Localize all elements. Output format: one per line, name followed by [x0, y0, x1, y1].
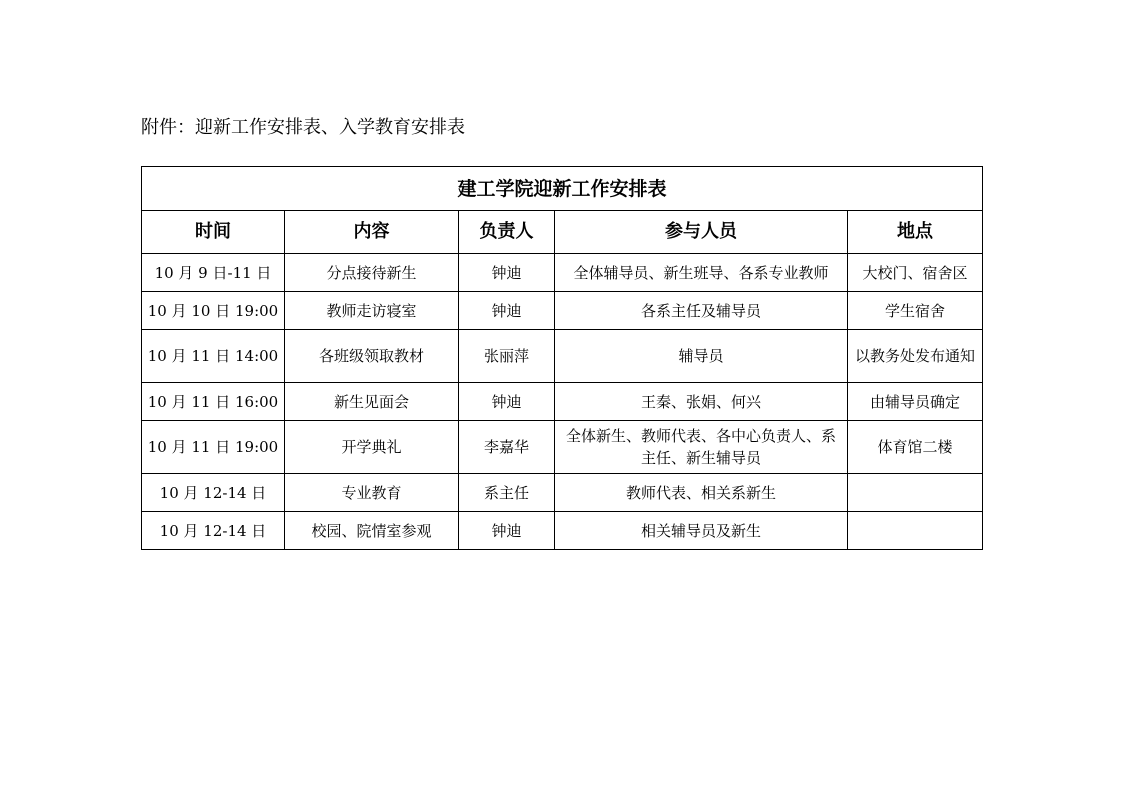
- header-content: 内容: [285, 211, 459, 254]
- table-title: 建工学院迎新工作安排表: [142, 167, 983, 211]
- cell-participants: 各系主任及辅导员: [555, 292, 848, 330]
- cell-time: 10 月 11 日 14:00: [142, 330, 285, 383]
- cell-time: 10 月 11 日 19:00: [142, 421, 285, 474]
- cell-participants: 教师代表、相关系新生: [555, 474, 848, 512]
- cell-time: 10 月 11 日 16:00: [142, 383, 285, 421]
- table-row: [142, 254, 983, 292]
- cell-person-in-charge: 张丽萍: [459, 330, 555, 383]
- cell-person-in-charge: 钟迪: [459, 512, 555, 550]
- cell-location: 以教务处发布通知: [848, 330, 983, 383]
- attachment-line: 附件：迎新工作安排表、入学教育安排表: [141, 117, 465, 138]
- cell-time: 10 月 12-14 日: [142, 512, 285, 550]
- schedule-table: [141, 166, 983, 550]
- table-title-row: [142, 167, 983, 211]
- cell-content: 教师走访寝室: [285, 292, 459, 330]
- cell-content: 校园、院情室参观: [285, 512, 459, 550]
- cell-participants: 辅导员: [555, 330, 848, 383]
- cell-person-in-charge: 钟迪: [459, 292, 555, 330]
- cell-person-in-charge: 李嘉华: [459, 421, 555, 474]
- cell-person-in-charge: 系主任: [459, 474, 555, 512]
- cell-location: [848, 512, 983, 550]
- header-location: 地点: [848, 211, 983, 254]
- cell-time: 10 月 10 日 19:00: [142, 292, 285, 330]
- cell-content: 新生见面会: [285, 383, 459, 421]
- cell-content: 专业教育: [285, 474, 459, 512]
- table-row: [142, 292, 983, 330]
- header-time: 时间: [142, 211, 285, 254]
- table-row: [142, 474, 983, 512]
- cell-location: 学生宿舍: [848, 292, 983, 330]
- cell-time: 10 月 9 日-11 日: [142, 254, 285, 292]
- cell-location: 大校门、宿舍区: [848, 254, 983, 292]
- cell-location: [848, 474, 983, 512]
- table-row: [142, 421, 983, 474]
- cell-content: 开学典礼: [285, 421, 459, 474]
- cell-person-in-charge: 钟迪: [459, 383, 555, 421]
- cell-content: 各班级领取教材: [285, 330, 459, 383]
- cell-location: 体育馆二楼: [848, 421, 983, 474]
- cell-participants: 王秦、张娟、何兴: [555, 383, 848, 421]
- header-participants: 参与人员: [555, 211, 848, 254]
- cell-time: 10 月 12-14 日: [142, 474, 285, 512]
- table-header-row: [142, 211, 983, 254]
- cell-location: 由辅导员确定: [848, 383, 983, 421]
- cell-person-in-charge: 钟迪: [459, 254, 555, 292]
- header-person-in-charge: 负责人: [459, 211, 555, 254]
- table-row: [142, 383, 983, 421]
- table-row: [142, 512, 983, 550]
- cell-content: 分点接待新生: [285, 254, 459, 292]
- table-row: [142, 330, 983, 383]
- cell-participants: 全体新生、教师代表、各中心负责人、系主任、新生辅导员: [555, 421, 848, 474]
- cell-participants: 全体辅导员、新生班导、各系专业教师: [555, 254, 848, 292]
- cell-participants: 相关辅导员及新生: [555, 512, 848, 550]
